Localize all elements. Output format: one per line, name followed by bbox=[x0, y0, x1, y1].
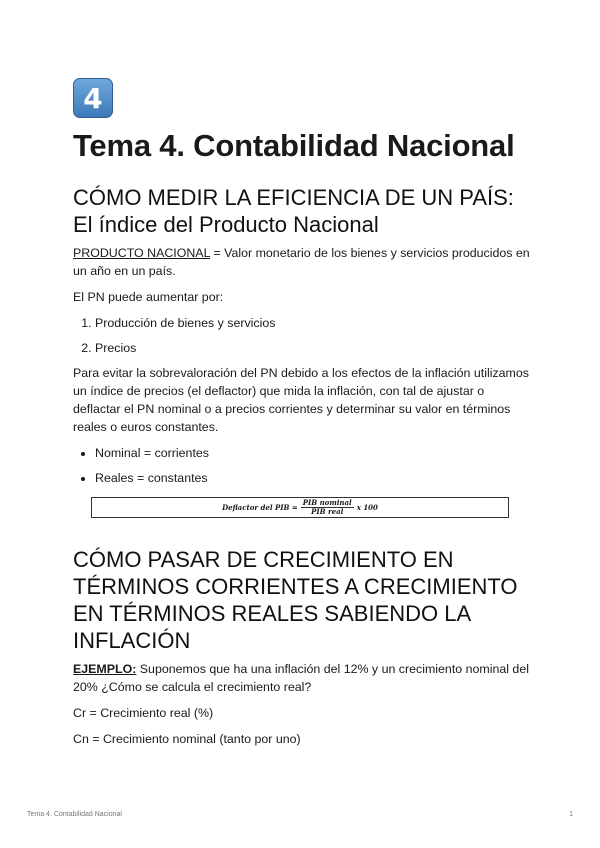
formula-fraction bbox=[301, 499, 354, 516]
definition-text: = Valor monetario de los bienes y servicios producidos en un año en un país. bbox=[73, 246, 530, 278]
formula-denominator: PIB real bbox=[311, 507, 344, 516]
page-number: 1 bbox=[569, 811, 573, 818]
example-paragraph bbox=[73, 660, 533, 696]
list-item: 1. Producción de bienes y servicios bbox=[95, 314, 533, 332]
bullet-list bbox=[73, 444, 533, 487]
cr-definition: Cr = Crecimiento real (%) bbox=[73, 706, 214, 720]
page-footer bbox=[27, 811, 573, 818]
example-text: Suponemos que ha una inflación del 12% y un crecimiento nominal del 20% ¿Cómo se calcula el crecimiento real? bbox=[73, 662, 529, 694]
definition-paragraph bbox=[73, 244, 533, 280]
cn-definition: Cn = Crecimiento nominal (tanto por uno) bbox=[73, 732, 301, 746]
definition-term: PRODUCTO NACIONAL bbox=[73, 246, 211, 260]
keycap-number-icon: 4 bbox=[73, 78, 113, 118]
footer-title: Tema 4. Contabilidad Nacional bbox=[27, 811, 122, 818]
intro-text: El PN puede aumentar por: bbox=[73, 290, 224, 304]
deflactor-paragraph: Para evitar la sobrevaloración del PN debido a los efectos de la inflación utilizamos un índice de precios (el deflactor) que mida la inflación, con tal de ajustar o deflactar el PN nominal o a precios corrientes y determinar su valor en términos reales o euros constantes. bbox=[73, 366, 529, 434]
list-item: • Nominal = corrientes bbox=[95, 444, 533, 462]
formula-lhs: Deflactor del PIB = bbox=[222, 503, 298, 512]
section-heading-line2: El índice del Producto Nacional bbox=[73, 212, 379, 237]
ordered-list bbox=[73, 314, 533, 357]
formula-numerator: PIB nominal bbox=[302, 498, 352, 507]
section-heading-line1: CÓMO MEDIR LA EFICIENCIA DE UN PAÍS: bbox=[73, 185, 514, 210]
deflactor-formula bbox=[91, 497, 509, 518]
example-label: EJEMPLO: bbox=[73, 662, 137, 676]
list-item: • Reales = constantes bbox=[95, 469, 533, 487]
document-page bbox=[73, 78, 533, 756]
page-title: Tema 4. Contabilidad Nacional bbox=[73, 128, 515, 163]
section-heading-crecimiento: CÓMO PASAR DE CRECIMIENTO EN TÉRMINOS CORRIENTES A CRECIMIENTO EN TÉRMINOS REALES SABIENDO LA INFLACIÓN bbox=[73, 547, 518, 653]
section-heading-eficiencia bbox=[73, 184, 533, 238]
list-item: 2. Precios bbox=[95, 339, 533, 357]
formula-rhs: x 100 bbox=[356, 503, 378, 512]
